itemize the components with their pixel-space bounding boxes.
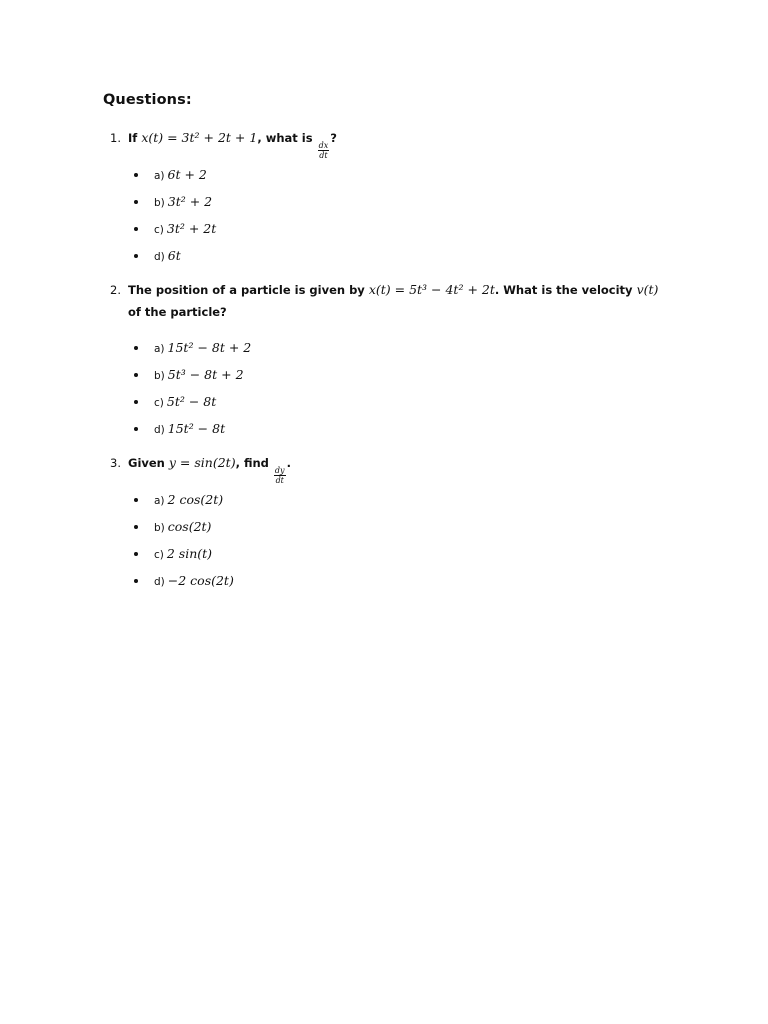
options-list-3 bbox=[134, 491, 234, 599]
bullet-icon bbox=[134, 254, 138, 258]
bullet-icon bbox=[134, 579, 138, 583]
list-item bbox=[134, 518, 234, 545]
bullet-icon bbox=[134, 173, 138, 177]
bullet-icon bbox=[134, 346, 138, 350]
option-letter: b) bbox=[154, 522, 165, 534]
option-letter: c) bbox=[154, 397, 164, 409]
option-letter: d) bbox=[154, 251, 165, 263]
bullet-icon bbox=[134, 498, 138, 502]
option-letter: b) bbox=[154, 370, 165, 382]
option-letter: d) bbox=[154, 424, 165, 436]
option-expression: 5t² − 8t bbox=[166, 394, 217, 409]
fraction-numerator: dx bbox=[318, 141, 329, 150]
option-expression: 3t² + 2 bbox=[167, 194, 213, 209]
bullet-icon bbox=[134, 227, 138, 231]
derivative-fraction bbox=[274, 466, 286, 485]
bullet-icon bbox=[134, 427, 138, 431]
list-item bbox=[134, 491, 234, 518]
fraction-denominator: dt bbox=[319, 151, 328, 160]
option-letter: a) bbox=[154, 495, 165, 507]
option-expression: 6t + 2 bbox=[167, 167, 207, 182]
question-2 bbox=[110, 279, 670, 323]
list-item bbox=[134, 420, 251, 447]
question-text-part: , what is bbox=[257, 131, 313, 145]
option-letter: c) bbox=[154, 549, 164, 561]
question-text-part: of the particle? bbox=[128, 305, 227, 319]
options-list-2 bbox=[134, 339, 251, 447]
option-expression: 2 sin(t) bbox=[166, 546, 213, 561]
list-item bbox=[134, 247, 216, 274]
option-expression: 15t² − 8t bbox=[167, 421, 226, 436]
list-item bbox=[134, 166, 216, 193]
question-1 bbox=[110, 127, 670, 160]
option-letter: d) bbox=[154, 576, 165, 588]
list-item bbox=[134, 545, 234, 572]
question-number: 2. bbox=[110, 283, 121, 297]
question-number: 3. bbox=[110, 456, 121, 470]
question-text bbox=[110, 279, 670, 323]
question-text-part: Given bbox=[128, 456, 165, 470]
list-item bbox=[134, 393, 251, 420]
list-item bbox=[134, 220, 216, 247]
bullet-icon bbox=[134, 552, 138, 556]
option-expression: 5t³ − 8t + 2 bbox=[167, 367, 244, 382]
list-item bbox=[134, 366, 251, 393]
math-expression: x(t) = 3t² + 2t + 1 bbox=[141, 130, 258, 145]
option-letter: a) bbox=[154, 343, 165, 355]
option-expression: 3t² + 2t bbox=[166, 221, 217, 236]
question-text-part: . bbox=[286, 456, 291, 470]
option-expression: 6t bbox=[167, 248, 181, 263]
list-item bbox=[134, 193, 216, 220]
math-expression: y = sin(2t) bbox=[168, 455, 236, 470]
bullet-icon bbox=[134, 525, 138, 529]
question-text-part: . What is the velocity bbox=[494, 283, 633, 297]
list-item bbox=[134, 339, 251, 366]
option-expression: −2 cos(2t) bbox=[167, 573, 234, 588]
fraction-denominator: dt bbox=[275, 476, 284, 485]
fraction-numerator: dy bbox=[274, 466, 285, 475]
math-expression: v(t) bbox=[636, 282, 659, 297]
option-letter: c) bbox=[154, 224, 164, 236]
question-3 bbox=[110, 452, 670, 485]
option-expression: 15t² − 8t + 2 bbox=[167, 340, 252, 355]
option-letter: b) bbox=[154, 197, 165, 209]
bullet-icon bbox=[134, 200, 138, 204]
question-text-part: , find bbox=[235, 456, 269, 470]
question-number: 1. bbox=[110, 131, 121, 145]
question-text bbox=[110, 452, 670, 485]
options-list-1 bbox=[134, 166, 216, 274]
question-text bbox=[110, 127, 670, 160]
question-text-part: ? bbox=[330, 131, 337, 145]
bullet-icon bbox=[134, 373, 138, 377]
math-expression: x(t) = 5t³ − 4t² + 2t bbox=[368, 282, 495, 297]
derivative-fraction bbox=[318, 141, 330, 160]
question-text-part: If bbox=[128, 131, 138, 145]
option-letter: a) bbox=[154, 170, 165, 182]
option-expression: cos(2t) bbox=[167, 519, 212, 534]
page-title: Questions: bbox=[103, 92, 192, 108]
option-expression: 2 cos(2t) bbox=[167, 492, 224, 507]
bullet-icon bbox=[134, 400, 138, 404]
question-text-part: The position of a particle is given by bbox=[128, 283, 365, 297]
list-item bbox=[134, 572, 234, 599]
